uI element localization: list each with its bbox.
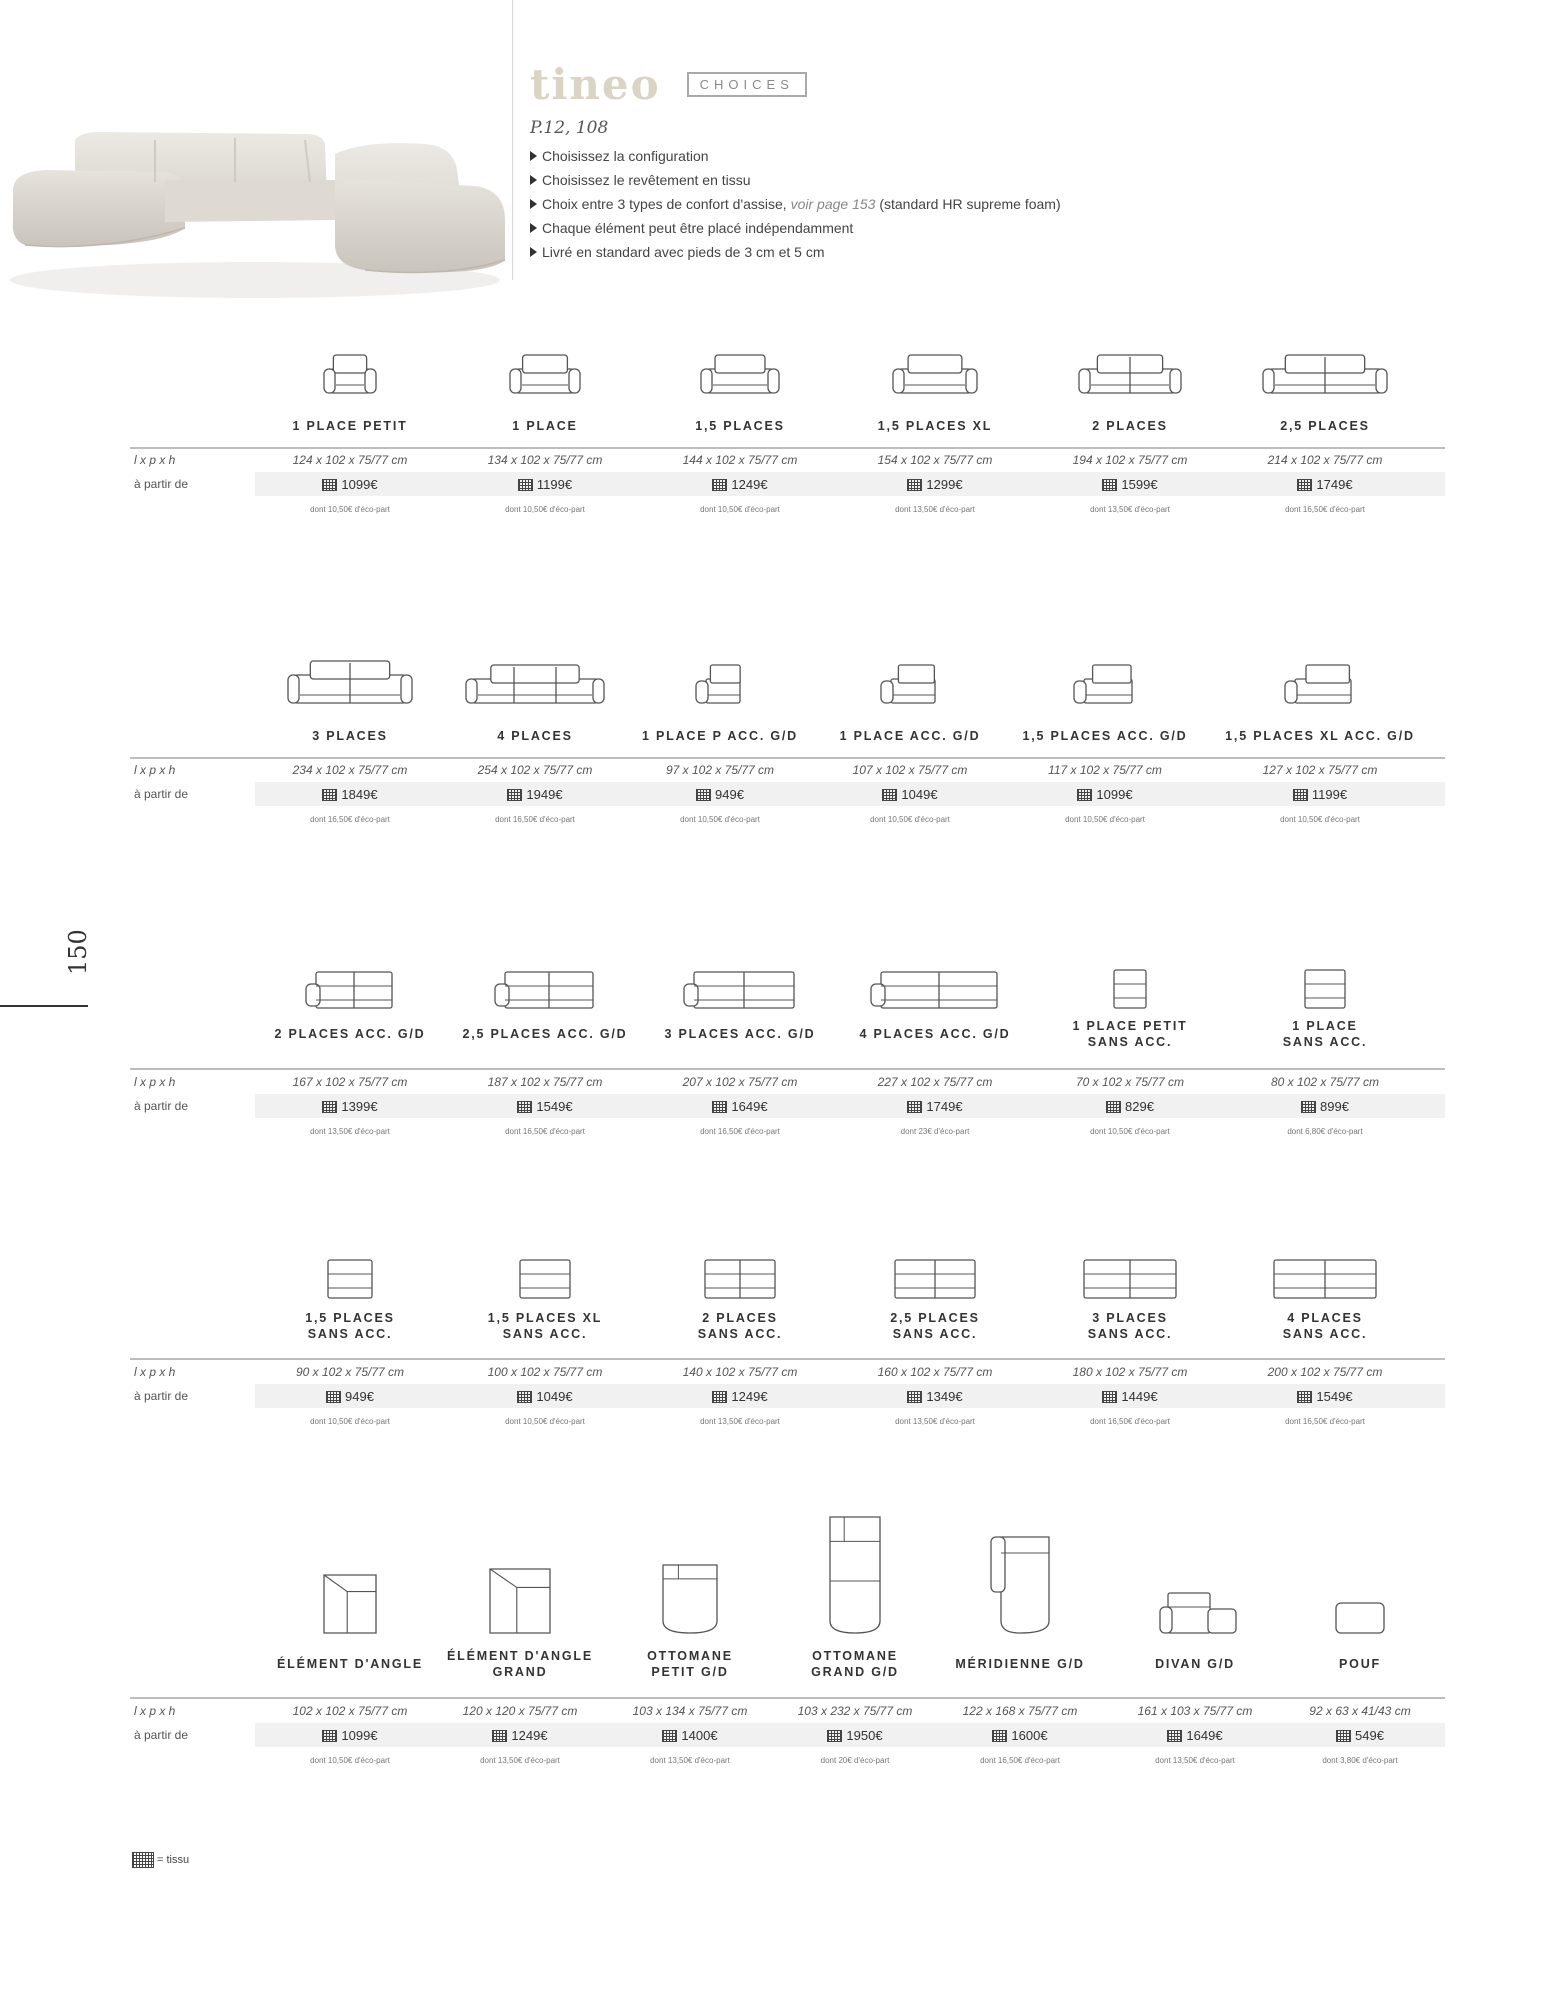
eco-participation: dont 10,50€ d'éco-part — [505, 505, 585, 514]
product-label-line: ÉLÉMENT D'ANGLE — [447, 1649, 593, 1663]
product-label-line: 1 PLACE PETIT — [1072, 1019, 1188, 1033]
fabric-swatch-icon — [322, 789, 337, 801]
feature-item — [528, 144, 1061, 168]
product-price — [1230, 477, 1420, 492]
product-label — [1230, 418, 1420, 434]
row-rule — [130, 1358, 1445, 1360]
eco-participation: dont 10,50€ d'éco-part — [1065, 815, 1145, 824]
fabric-swatch-icon — [518, 479, 533, 491]
module-icon — [255, 968, 445, 1010]
fabric-swatch-icon — [326, 1391, 341, 1403]
fabric-swatch-icon — [1077, 789, 1092, 801]
brand-header — [530, 60, 807, 109]
product-price — [255, 1389, 445, 1404]
feature-item — [528, 168, 1061, 192]
product-label-line: SANS ACC. — [1282, 1035, 1368, 1049]
product-label-line: 1,5 PLACES XL — [487, 1311, 603, 1325]
price-value: 1249€ — [731, 477, 768, 492]
eco-participation: dont 10,50€ d'éco-part — [1090, 1127, 1170, 1136]
product-price — [1225, 787, 1415, 802]
eco-participation: dont 10,50€ d'éco-part — [310, 1756, 390, 1765]
product-dimensions: 140 x 102 x 75/77 cm — [682, 1365, 798, 1379]
page-number: 150 — [64, 929, 92, 975]
product-price — [625, 787, 815, 802]
fabric-swatch-icon — [712, 479, 727, 491]
module-icon — [1230, 968, 1420, 1010]
fabric-swatch-icon — [712, 1391, 727, 1403]
price-value: 1749€ — [1316, 477, 1353, 492]
row-rule — [130, 1068, 1445, 1070]
product-price — [255, 787, 445, 802]
product-label-line: SANS ACC. — [1087, 1327, 1173, 1341]
product-price — [840, 1389, 1030, 1404]
product-label — [595, 1648, 785, 1680]
fabric-swatch-icon — [492, 1730, 507, 1742]
price-value: 1199€ — [1311, 787, 1348, 802]
price-value: 949€ — [345, 1389, 374, 1404]
product-label — [1035, 1018, 1225, 1050]
row-rule — [130, 447, 1445, 449]
product-label-line: 1,5 PLACES ACC. G/D — [1022, 729, 1188, 743]
eco-participation: dont 10,50€ d'éco-part — [680, 815, 760, 824]
product-label-line: 1,5 PLACES — [305, 1311, 395, 1325]
price-value: 1249€ — [511, 1728, 548, 1743]
eco-participation: dont 16,50€ d'éco-part — [980, 1756, 1060, 1765]
product-label-line: SANS ACC. — [502, 1327, 588, 1341]
eco-participation: dont 16,50€ d'éco-part — [1285, 505, 1365, 514]
eco-participation: dont 16,50€ d'éco-part — [505, 1127, 585, 1136]
page-references: P.12, 108 — [530, 118, 609, 138]
price-value: 1600€ — [1011, 1728, 1048, 1743]
product-dimensions: 227 x 102 x 75/77 cm — [877, 1075, 993, 1089]
fabric-swatch-icon — [1102, 1391, 1117, 1403]
fabric-swatch-icon — [1297, 479, 1312, 491]
fabric-swatch-icon — [322, 479, 337, 491]
price-value: 1349€ — [926, 1389, 963, 1404]
eco-participation: dont 10,50€ d'éco-part — [310, 505, 390, 514]
price-value: 1099€ — [341, 1728, 378, 1743]
price-value: 1549€ — [536, 1099, 573, 1114]
dims-row-label: l x p x h — [134, 763, 176, 777]
product-price — [760, 1728, 950, 1743]
feature-list — [528, 144, 1061, 264]
product-price — [645, 477, 835, 492]
product-label — [440, 728, 630, 744]
module-icon — [1035, 968, 1225, 1010]
product-price — [255, 1099, 445, 1114]
product-label — [450, 1310, 640, 1342]
price-row-label: à partir de — [134, 1728, 189, 1742]
product-label-line: 2 PLACES ACC. G/D — [274, 1027, 426, 1041]
legend — [132, 1852, 189, 1868]
fabric-swatch-icon — [907, 1391, 922, 1403]
product-label-line: 4 PLACES — [497, 729, 573, 743]
product-price — [1230, 1099, 1420, 1114]
price-value: 549€ — [1355, 1728, 1384, 1743]
fabric-swatch-icon — [1106, 1101, 1121, 1113]
product-dimensions: 120 x 120 x 75/77 cm — [462, 1704, 578, 1718]
product-label-line: 2,5 PLACES ACC. G/D — [462, 1027, 628, 1041]
module-icon — [1265, 1601, 1455, 1635]
product-dimensions: 214 x 102 x 75/77 cm — [1267, 453, 1383, 467]
fabric-swatch-icon — [696, 789, 711, 801]
eco-participation: dont 13,50€ d'éco-part — [895, 1417, 975, 1426]
price-value: 1599€ — [1121, 477, 1158, 492]
product-label-line: 1,5 PLACES XL ACC. G/D — [1225, 729, 1415, 743]
product-label-line: 2,5 PLACES — [1280, 419, 1370, 433]
module-icon — [1225, 663, 1415, 705]
price-row-label: à partir de — [134, 1099, 189, 1113]
product-price — [1010, 787, 1200, 802]
feature-text: Livré en standard avec pieds de 3 cm et 5 cm — [542, 244, 825, 260]
product-dimensions: 124 x 102 x 75/77 cm — [292, 453, 408, 467]
product-label — [1225, 728, 1415, 744]
product-label — [1035, 1310, 1225, 1342]
product-label-line: 4 PLACES — [1287, 1311, 1363, 1325]
feature-item — [528, 216, 1061, 240]
product-price — [450, 1389, 640, 1404]
product-label — [1230, 1310, 1420, 1342]
header-divider — [512, 0, 513, 280]
product-price — [1230, 1389, 1420, 1404]
eco-participation: dont 13,50€ d'éco-part — [480, 1756, 560, 1765]
product-dimensions: 70 x 102 x 75/77 cm — [1075, 1075, 1185, 1089]
eco-participation: dont 16,50€ d'éco-part — [310, 815, 390, 824]
price-value: 1049€ — [536, 1389, 573, 1404]
eco-participation: dont 23€ d'éco-part — [900, 1127, 970, 1136]
dims-row-label: l x p x h — [134, 453, 176, 467]
product-price — [595, 1728, 785, 1743]
module-icon — [815, 663, 1005, 705]
price-value: 1099€ — [341, 477, 378, 492]
product-dimensions: 100 x 102 x 75/77 cm — [487, 1365, 603, 1379]
eco-participation: dont 10,50€ d'éco-part — [310, 1417, 390, 1426]
eco-participation: dont 13,50€ d'éco-part — [1090, 505, 1170, 514]
product-price — [840, 1099, 1030, 1114]
product-price — [645, 1099, 835, 1114]
module-icon — [840, 353, 1030, 395]
product-label — [255, 1026, 445, 1042]
price-row-label: à partir de — [134, 1389, 189, 1403]
module-icon — [255, 1573, 445, 1635]
product-dimensions: 80 x 102 x 75/77 cm — [1270, 1075, 1380, 1089]
eco-participation: dont 3,80€ d'éco-part — [1322, 1756, 1398, 1765]
module-icon — [760, 1515, 950, 1635]
price-value: 1949€ — [526, 787, 563, 802]
product-dimensions: 122 x 168 x 75/77 cm — [962, 1704, 1078, 1718]
fabric-swatch-icon — [517, 1101, 532, 1113]
product-price — [1035, 1099, 1225, 1114]
feature-text: Choix entre 3 types de confort d'assise, — [542, 196, 791, 212]
product-dimensions: 92 x 63 x 41/43 cm — [1309, 1704, 1411, 1718]
product-dimensions: 194 x 102 x 75/77 cm — [1072, 453, 1188, 467]
module-icon — [840, 968, 1030, 1010]
product-price — [1100, 1728, 1290, 1743]
page-link[interactable]: voir page 153 — [790, 196, 876, 212]
eco-participation: dont 10,50€ d'éco-part — [505, 1417, 585, 1426]
dims-row-label: l x p x h — [134, 1365, 176, 1379]
module-icon — [425, 1567, 615, 1635]
price-value: 1950€ — [846, 1728, 883, 1743]
eco-participation: dont 10,50€ d'éco-part — [1280, 815, 1360, 824]
eco-participation: dont 13,50€ d'éco-part — [700, 1417, 780, 1426]
product-label-line: DIVAN G/D — [1155, 1657, 1235, 1671]
product-label-line: ÉLÉMENT D'ANGLE — [277, 1657, 423, 1671]
fabric-swatch-icon — [507, 789, 522, 801]
fabric-swatch-icon — [1301, 1101, 1316, 1113]
price-row-label: à partir de — [134, 477, 189, 491]
fabric-swatch-icon — [712, 1101, 727, 1113]
product-label-line: 2 PLACES — [1092, 419, 1168, 433]
product-label-line: 1 PLACE — [512, 419, 578, 433]
brand-name: tineo — [530, 60, 661, 109]
module-icon — [1010, 663, 1200, 705]
product-price — [440, 787, 630, 802]
product-label-line: SANS ACC. — [892, 1327, 978, 1341]
product-label-line: 2,5 PLACES — [890, 1311, 980, 1325]
module-icon — [645, 1258, 835, 1300]
product-label-line: 1 PLACE P ACC. G/D — [641, 729, 799, 743]
fabric-swatch-icon — [517, 1391, 532, 1403]
product-label-line: OTTOMANE — [812, 1649, 898, 1663]
product-price — [450, 477, 640, 492]
product-label-line: 2 PLACES — [702, 1311, 778, 1325]
price-value: 1299€ — [926, 477, 963, 492]
product-dimensions: 90 x 102 x 75/77 cm — [295, 1365, 405, 1379]
product-dimensions: 161 x 103 x 75/77 cm — [1137, 1704, 1253, 1718]
price-value: 1649€ — [1186, 1728, 1223, 1743]
product-dimensions: 107 x 102 x 75/77 cm — [852, 763, 968, 777]
product-price — [425, 1728, 615, 1743]
product-label — [1010, 728, 1200, 744]
product-label-line: OTTOMANE — [647, 1649, 733, 1663]
fabric-swatch-icon — [907, 479, 922, 491]
product-label-line: 4 PLACES ACC. G/D — [859, 1027, 1011, 1041]
product-dimensions: 103 x 134 x 75/77 cm — [632, 1704, 748, 1718]
product-label-line: SANS ACC. — [1087, 1035, 1173, 1049]
feature-text: Choisissez la configuration — [542, 148, 709, 164]
product-dimensions: 207 x 102 x 75/77 cm — [682, 1075, 798, 1089]
eco-participation: dont 10,50€ d'éco-part — [870, 815, 950, 824]
eco-participation: dont 13,50€ d'éco-part — [310, 1127, 390, 1136]
module-icon — [840, 1258, 1030, 1300]
product-dimensions: 117 x 102 x 75/77 cm — [1048, 763, 1162, 777]
product-label-line: 3 PLACES — [1092, 1311, 1168, 1325]
feature-note: (standard HR supreme foam) — [875, 196, 1061, 212]
product-label-line: GRAND G/D — [811, 1665, 899, 1679]
product-label — [1265, 1656, 1455, 1672]
fabric-swatch-icon — [132, 1852, 154, 1868]
price-value: 899€ — [1320, 1099, 1349, 1114]
product-dimensions: 160 x 102 x 75/77 cm — [877, 1365, 993, 1379]
product-label — [255, 418, 445, 434]
module-icon — [1230, 1258, 1420, 1300]
product-label — [925, 1656, 1115, 1672]
module-icon — [625, 663, 815, 705]
row-rule — [130, 757, 1445, 759]
product-dimensions: 167 x 102 x 75/77 cm — [292, 1075, 408, 1089]
module-icon — [1035, 353, 1225, 395]
price-value: 949€ — [715, 787, 744, 802]
product-price — [450, 1099, 640, 1114]
dims-row-label: l x p x h — [134, 1075, 176, 1089]
product-label-line: 1 PLACE ACC. G/D — [839, 729, 981, 743]
fabric-swatch-icon — [907, 1101, 922, 1113]
product-label — [1100, 1656, 1290, 1672]
product-label-line: SANS ACC. — [697, 1327, 783, 1341]
price-value: 1199€ — [536, 477, 573, 492]
product-price — [255, 1728, 445, 1743]
product-dimensions: 200 x 102 x 75/77 cm — [1267, 1365, 1383, 1379]
product-label-line: 1,5 PLACES XL — [877, 419, 993, 433]
product-label — [1035, 418, 1225, 434]
product-label-line: 3 PLACES — [312, 729, 388, 743]
price-value: 1400€ — [681, 1728, 718, 1743]
product-label-line: SANS ACC. — [1282, 1327, 1368, 1341]
eco-participation: dont 20€ d'éco-part — [820, 1756, 890, 1765]
product-label-line: POUF — [1339, 1657, 1381, 1671]
product-label — [450, 418, 640, 434]
eco-participation: dont 16,50€ d'éco-part — [495, 815, 575, 824]
product-dimensions: 187 x 102 x 75/77 cm — [487, 1075, 603, 1089]
brand-tag: CHOICES — [687, 72, 807, 97]
fabric-swatch-icon — [1293, 789, 1308, 801]
product-label — [840, 418, 1030, 434]
feature-item — [528, 240, 1061, 264]
module-icon — [255, 353, 445, 395]
module-icon — [255, 659, 445, 705]
product-dimensions: 234 x 102 x 75/77 cm — [292, 763, 408, 777]
product-label — [815, 728, 1005, 744]
product-label — [625, 728, 815, 744]
product-label-line: GRAND — [492, 1665, 548, 1679]
module-icon — [925, 1535, 1115, 1635]
product-price — [1265, 1728, 1455, 1743]
product-price — [925, 1728, 1115, 1743]
price-value: 1749€ — [926, 1099, 963, 1114]
fabric-swatch-icon — [322, 1730, 337, 1742]
fabric-swatch-icon — [827, 1730, 842, 1742]
price-value: 1049€ — [901, 787, 938, 802]
feature-item — [528, 192, 1061, 216]
sofa-photo — [5, 110, 510, 310]
product-label — [255, 1656, 445, 1672]
product-dimensions: 254 x 102 x 75/77 cm — [477, 763, 593, 777]
module-icon — [1100, 1591, 1290, 1635]
product-price — [1035, 477, 1225, 492]
product-label-line: PETIT G/D — [651, 1665, 729, 1679]
price-row-label: à partir de — [134, 787, 189, 801]
module-icon — [255, 1258, 445, 1300]
product-dimensions: 180 x 102 x 75/77 cm — [1072, 1365, 1188, 1379]
eco-participation: dont 10,50€ d'éco-part — [700, 505, 780, 514]
dims-row-label: l x p x h — [134, 1704, 176, 1718]
product-label — [840, 1310, 1030, 1342]
price-value: 1449€ — [1121, 1389, 1158, 1404]
product-label — [645, 418, 835, 434]
product-label-line: 1 PLACE PETIT — [292, 419, 408, 433]
product-label — [840, 1026, 1030, 1042]
price-value: 1849€ — [341, 787, 378, 802]
product-dimensions: 154 x 102 x 75/77 cm — [877, 453, 993, 467]
product-price — [645, 1389, 835, 1404]
product-label-line: 1 PLACE — [1292, 1019, 1358, 1033]
fabric-swatch-icon — [322, 1101, 337, 1113]
eco-participation: dont 16,50€ d'éco-part — [1090, 1417, 1170, 1426]
product-label — [760, 1648, 950, 1680]
price-value: 1549€ — [1316, 1389, 1353, 1404]
product-label — [645, 1026, 835, 1042]
row-rule — [130, 1697, 1445, 1699]
product-price — [1035, 1389, 1225, 1404]
module-icon — [440, 663, 630, 705]
module-icon — [595, 1563, 785, 1635]
eco-participation: dont 13,50€ d'éco-part — [895, 505, 975, 514]
product-dimensions: 102 x 102 x 75/77 cm — [292, 1704, 408, 1718]
fabric-swatch-icon — [992, 1730, 1007, 1742]
feature-text: Chaque élément peut être placé indépendamment — [542, 220, 854, 236]
price-value: 1399€ — [341, 1099, 378, 1114]
product-dimensions: 134 x 102 x 75/77 cm — [487, 453, 603, 467]
module-icon — [1230, 353, 1420, 395]
module-icon — [450, 1258, 640, 1300]
product-label — [255, 728, 445, 744]
eco-participation: dont 13,50€ d'éco-part — [1155, 1756, 1235, 1765]
product-label — [255, 1310, 445, 1342]
price-value: 1649€ — [731, 1099, 768, 1114]
module-icon — [450, 353, 640, 395]
product-dimensions: 144 x 102 x 75/77 cm — [682, 453, 798, 467]
eco-participation: dont 16,50€ d'éco-part — [700, 1127, 780, 1136]
price-value: 829€ — [1125, 1099, 1154, 1114]
fabric-swatch-icon — [662, 1730, 677, 1742]
legend-text: = tissu — [157, 1854, 190, 1866]
product-label-line: 1,5 PLACES — [695, 419, 785, 433]
product-dimensions: 97 x 102 x 75/77 cm — [665, 763, 775, 777]
eco-participation: dont 16,50€ d'éco-part — [1285, 1417, 1365, 1426]
fabric-swatch-icon — [1297, 1391, 1312, 1403]
product-price — [815, 787, 1005, 802]
price-value: 1249€ — [731, 1389, 768, 1404]
product-label — [450, 1026, 640, 1042]
module-icon — [645, 968, 835, 1010]
module-icon — [1035, 1258, 1225, 1300]
feature-text: Choisissez le revêtement en tissu — [542, 172, 751, 188]
eco-participation: dont 6,80€ d'éco-part — [1287, 1127, 1363, 1136]
product-dimensions: 103 x 232 x 75/77 cm — [797, 1704, 913, 1718]
module-icon — [450, 968, 640, 1010]
fabric-swatch-icon — [1102, 479, 1117, 491]
product-label-line: 3 PLACES ACC. G/D — [664, 1027, 816, 1041]
product-price — [840, 477, 1030, 492]
product-label-line: SANS ACC. — [307, 1327, 393, 1341]
product-dimensions: 127 x 102 x 75/77 cm — [1262, 763, 1378, 777]
product-price — [255, 477, 445, 492]
price-value: 1099€ — [1096, 787, 1133, 802]
product-label — [425, 1648, 615, 1680]
fabric-swatch-icon — [1336, 1730, 1351, 1742]
product-label — [645, 1310, 835, 1342]
fabric-swatch-icon — [882, 789, 897, 801]
product-label-line: MÉRIDIENNE G/D — [955, 1657, 1085, 1671]
fabric-swatch-icon — [1167, 1730, 1182, 1742]
page-number-rule — [0, 1005, 88, 1007]
eco-participation: dont 13,50€ d'éco-part — [650, 1756, 730, 1765]
module-icon — [645, 353, 835, 395]
product-label — [1230, 1018, 1420, 1050]
